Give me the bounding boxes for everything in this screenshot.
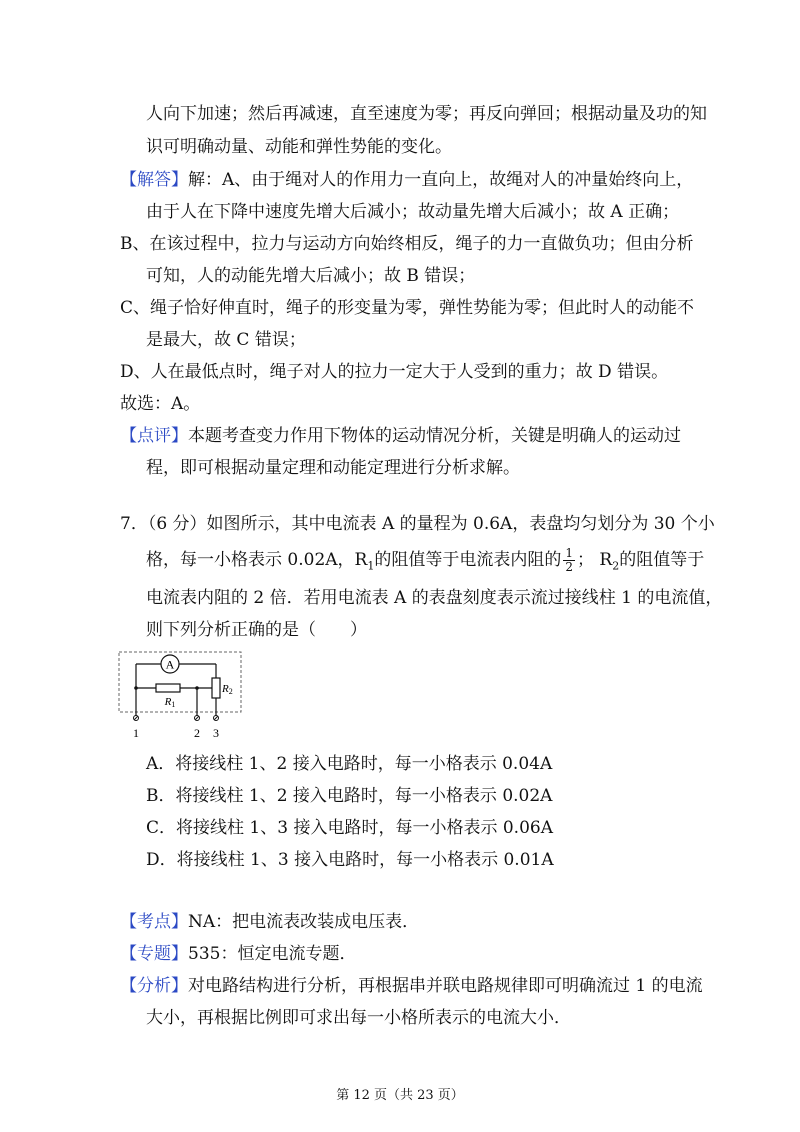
resistor-r2 <box>212 678 220 698</box>
question7-line-4: 则下列分析正确的是（ ） <box>146 620 367 640</box>
kaodian-tag: 【考点】 <box>120 912 188 932</box>
answer-text-1: 解：A、由于绳对人的作用力一直向上，故绳对人的冲量始终向上， <box>188 170 694 190</box>
answer-b-line-1: B、在该过程中，拉力与运动方向始终相反，绳子的力一直做负功；但由分析 <box>120 234 694 254</box>
fenxi-line-2: 大小，再根据比例即可求出每一小格所表示的电流大小． <box>146 1008 571 1028</box>
fraction-denominator: 2 <box>565 560 573 574</box>
intro-line-1: 人向下加速；然后再减速，直至速度为零；再反向弹回；根据动量及功的知 <box>146 104 707 124</box>
fenxi-tag: 【分析】 <box>120 976 188 996</box>
question7-text-c: ； R <box>576 550 613 570</box>
junction-middle <box>195 686 199 690</box>
option-a[interactable]: A．将接线柱 1、2 接入电路时，每一小格表示 0.04A <box>146 754 553 774</box>
question7-line-2 <box>146 545 704 581</box>
question7-text-d: 的阻值等于 <box>619 550 705 570</box>
kaodian-text: NA：把电流表改装成电压表． <box>188 912 420 932</box>
comment-tag: 【点评】 <box>120 426 188 446</box>
r2-sub: 2 <box>228 687 233 696</box>
question7-line-3: 电流表内阻的 2 倍．若用电流表 A 的表盘刻度表示流过接线柱 1 的电流值， <box>146 588 723 608</box>
zhuanti-tag: 【专题】 <box>120 944 188 964</box>
ammeter-label: A <box>165 657 175 672</box>
option-d[interactable]: D．将接线柱 1、3 接入电路时，每一小格表示 0.01A <box>146 850 554 870</box>
answer-c-line-1: C、绳子恰好伸直时，绳子的形变量为零，弹性势能为零；但此时人的动能不 <box>120 298 695 318</box>
answer-tag: 【解答】 <box>120 170 188 190</box>
zhuanti-text: 535：恒定电流专题． <box>188 944 357 964</box>
r1-subscript: 1 <box>367 559 375 573</box>
intro-line-2: 识可明确动量、动能和弹性势能的变化。 <box>146 137 452 157</box>
question7-text-b: 的阻值等于电流表内阻的 <box>374 550 562 570</box>
answer-c-line-2: 是最大，故 C 错误； <box>146 330 306 350</box>
answer-line-2: 由于人在下降中速度先增大后减小；故动量先增大后减小；故 A 正确； <box>146 202 680 222</box>
r2-label <box>221 683 233 696</box>
r1-letter: R <box>164 696 172 708</box>
junction-left <box>134 686 138 690</box>
answer-choice: 故选：A。 <box>120 394 201 414</box>
fraction-numerator: 1 <box>565 546 573 560</box>
terminal2-label: 2 <box>194 726 200 740</box>
r1-sub: 1 <box>171 700 176 709</box>
option-c[interactable]: C．将接线柱 1、3 接入电路时，每一小格表示 0.06A <box>146 818 553 838</box>
zhuanti-line <box>120 942 356 966</box>
terminal1-label: 1 <box>133 726 139 740</box>
terminal3-label: 3 <box>213 726 219 740</box>
page-footer: 第 12 页（共 23 页） <box>336 1088 464 1103</box>
comment-line-1 <box>120 424 681 448</box>
r1-label <box>164 696 176 709</box>
fenxi-text-1: 对电路结构进行分析，再根据串并联电路规律即可明确流过 1 的电流 <box>188 976 703 996</box>
diagram-border <box>119 652 241 712</box>
resistor-r1 <box>156 684 180 692</box>
circuit-diagram <box>112 650 247 742</box>
question7-text-a: 格，每一小格表示 0.02A，R <box>146 550 368 570</box>
answer-line-1 <box>120 168 693 192</box>
answer-b-line-2: 可知，人的动能先增大后减小；故 B 错误； <box>146 266 476 286</box>
comment-line-2: 程，即可根据动量定理和动能定理进行分析求解。 <box>146 458 520 478</box>
fenxi-line-1 <box>120 974 703 998</box>
question7-line-1: 7．（6 分）如图所示，其中电流表 A 的量程为 0.6A，表盘均匀划分为 30 个小 <box>120 514 715 534</box>
answer-d-line: D、人在最低点时，绳子对人的拉力一定大于人受到的重力；故 D 错误。 <box>120 362 669 382</box>
option-b[interactable]: B．将接线柱 1、2 接入电路时，每一小格表示 0.02A <box>146 786 553 806</box>
fraction-one-half <box>563 547 575 574</box>
r2-subscript: 2 <box>612 559 620 573</box>
comment-text-1: 本题考查变力作用下物体的运动情况分析，关键是明确人的运动过 <box>188 426 681 446</box>
r2-letter: R <box>222 683 229 695</box>
kaodian-line <box>120 910 419 934</box>
